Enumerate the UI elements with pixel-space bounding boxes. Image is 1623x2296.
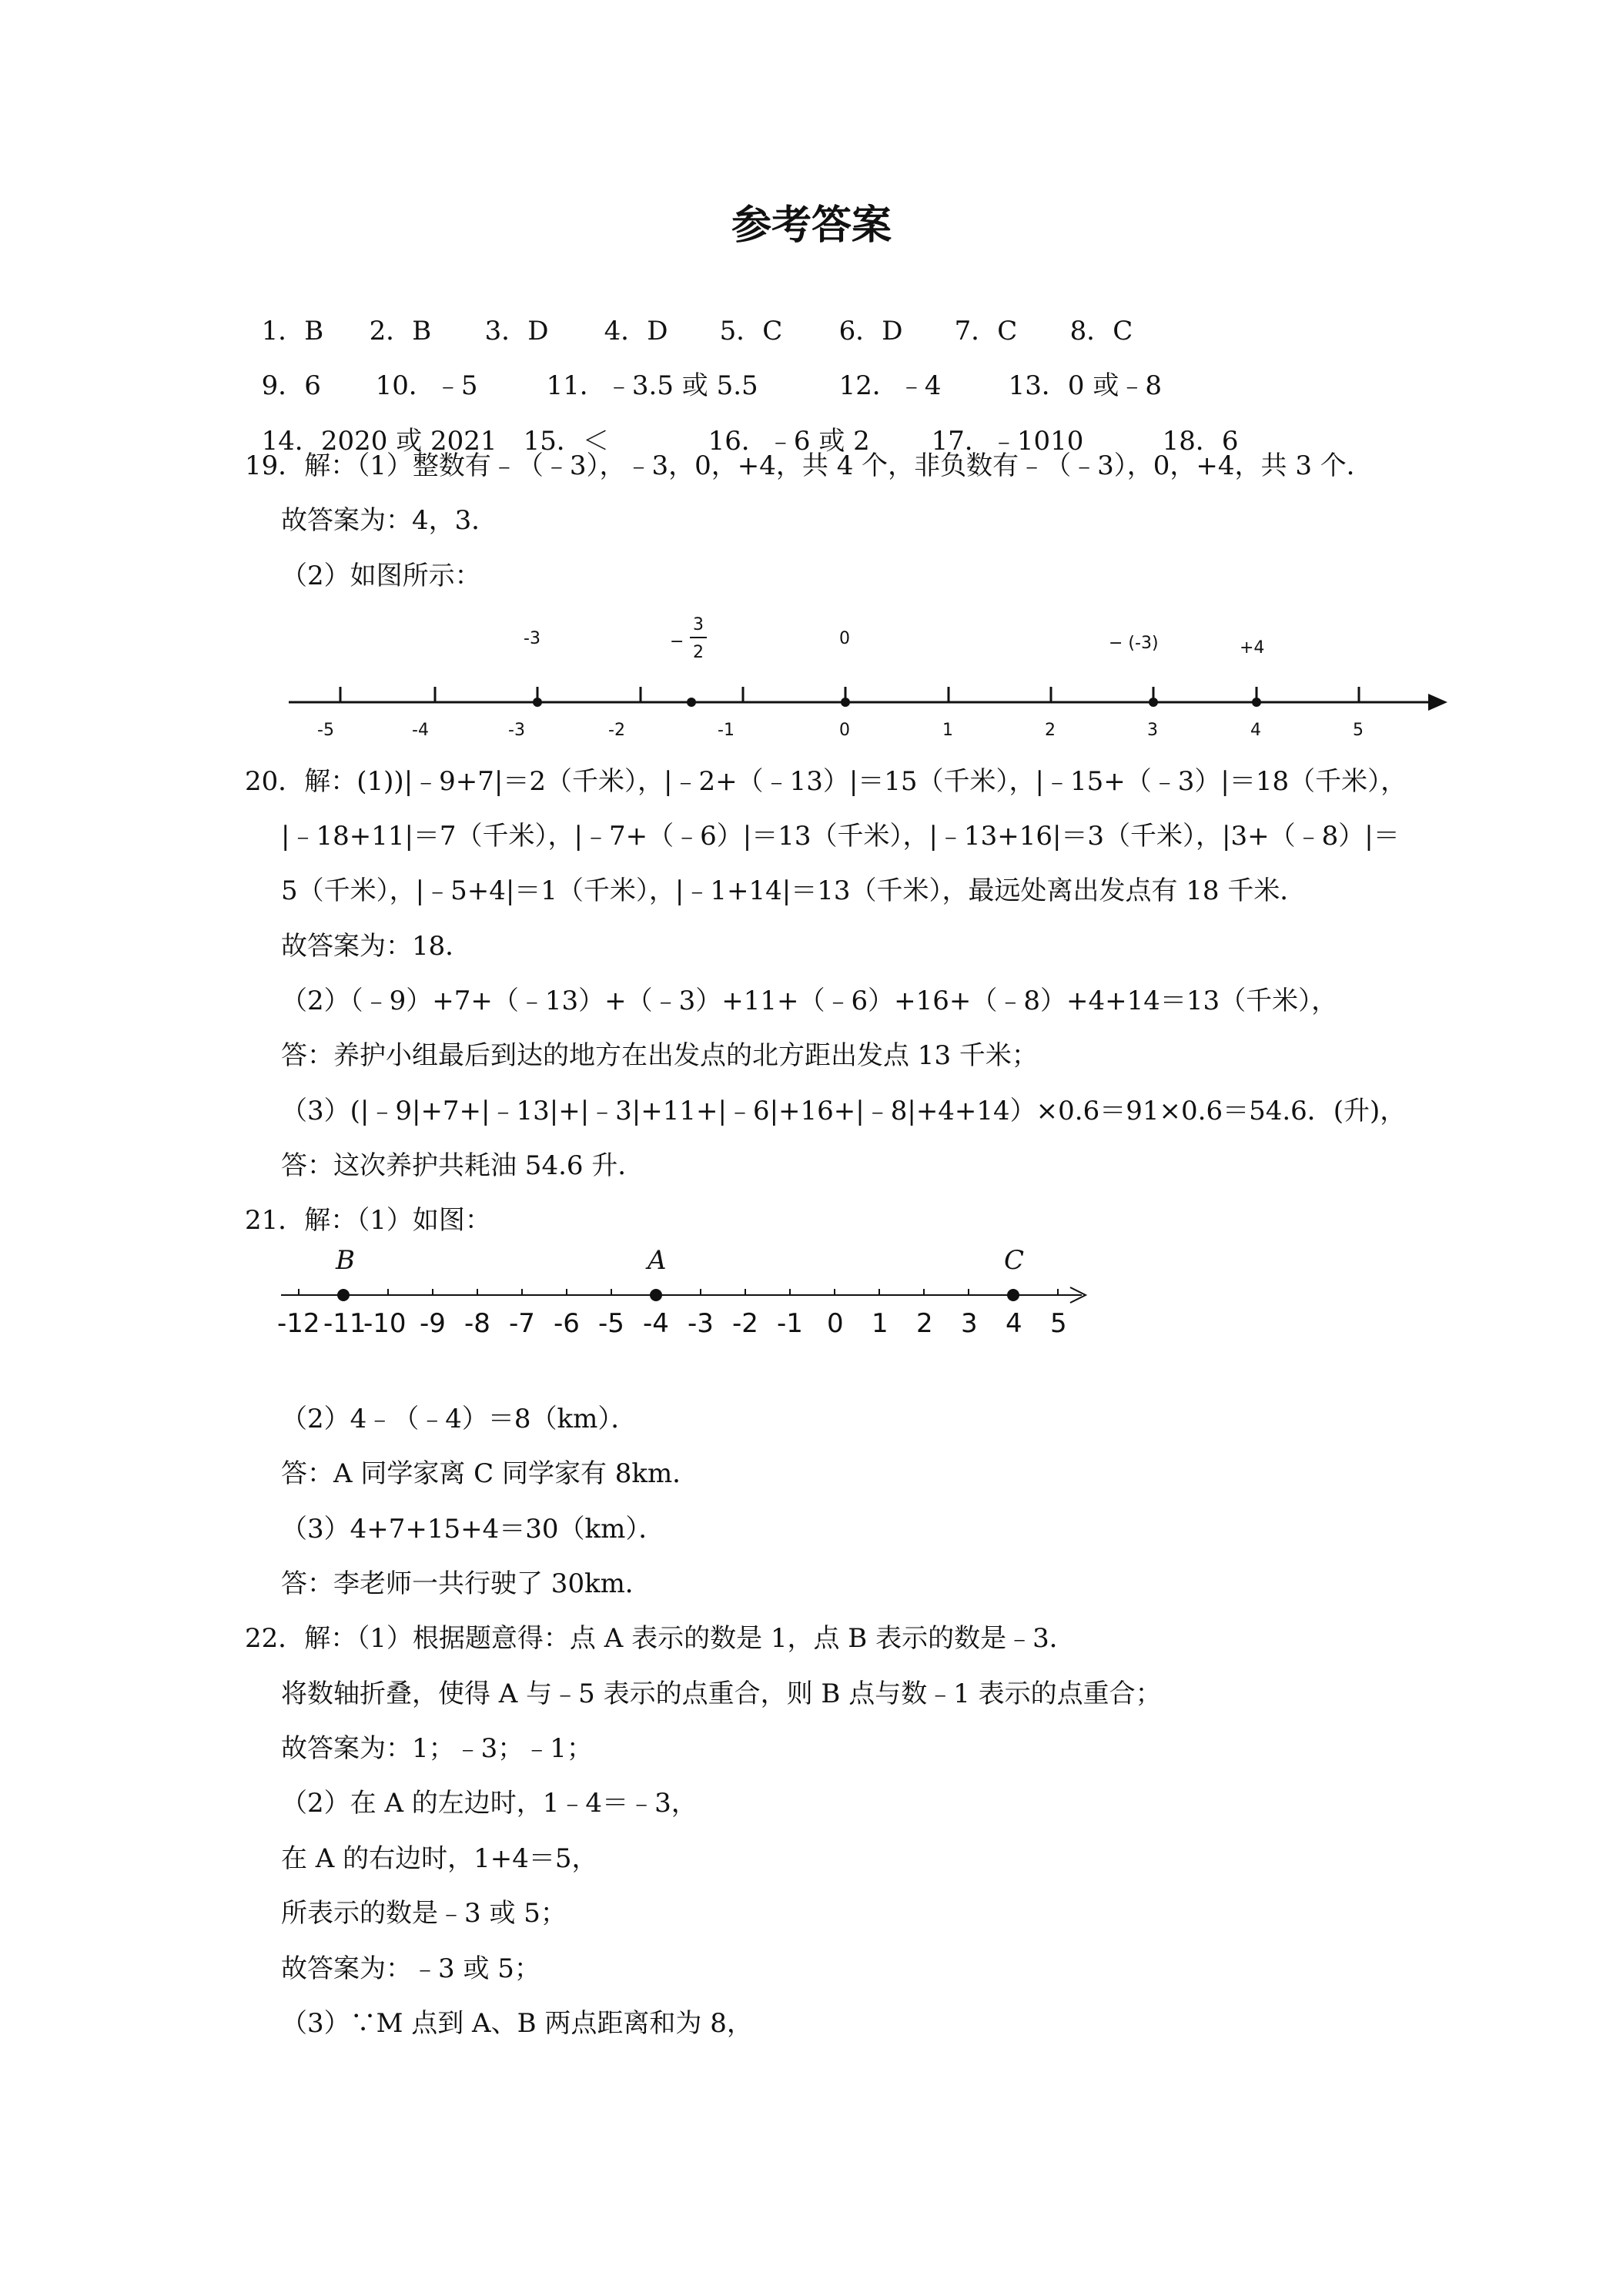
answer-5: 5．C (719, 316, 783, 346)
q20-line-8: 答：这次养护共耗油 54.6 升． (281, 1150, 644, 1181)
tick-label: 4 (1250, 721, 1261, 740)
q20-line-4: 故答案为：18． (281, 931, 472, 962)
tick-label: -8 (464, 1308, 490, 1339)
tick-label: -5 (598, 1308, 624, 1339)
point-a (650, 1289, 662, 1301)
tick-label: -11 (323, 1308, 366, 1339)
tick-label: -1 (777, 1308, 803, 1339)
q22-line-8: （3）∵M 点到 A、B 两点距离和为 8， (281, 2008, 753, 2039)
tick-label: -4 (412, 721, 429, 740)
tick-label: 1 (942, 721, 953, 740)
q20-line-2: |﹣18+11|＝7（千米），|﹣7+（﹣6）|＝13（千米），|﹣13+16|＝3（千米），|3+（﹣8）|＝ (281, 821, 1400, 852)
tick-label: 3 (961, 1308, 978, 1339)
answer-11: 11．﹣3.5 或 5.5 (546, 370, 758, 401)
answer-17: 17．﹣1010 (931, 426, 1084, 457)
axis-arrow-icon (1428, 694, 1447, 711)
label-pos4: +4 (1240, 638, 1265, 658)
answer-13: 13．0 或﹣8 (1008, 370, 1162, 401)
answer-10: 10．﹣5 (375, 370, 478, 401)
answer-2: 2．B (369, 316, 432, 346)
tick-label: 1 (872, 1308, 888, 1339)
answer-14: 14．2020 或 2021 (261, 426, 497, 457)
answer-9: 9．6 (261, 370, 321, 401)
tick-label: 4 (1006, 1308, 1022, 1339)
tick-label: 5 (1050, 1308, 1067, 1339)
q22-line-5: 在 A 的右边时，1+4＝5， (281, 1843, 598, 1874)
label-b: B (336, 1245, 355, 1276)
point-pos3 (1149, 698, 1158, 707)
q19-line-2: 故答案为：4，3． (281, 505, 498, 536)
q22-line-3: 故答案为：1；﹣3；﹣1； (281, 1733, 593, 1764)
label-minus-sign: − (670, 632, 684, 651)
tick-label: 2 (1045, 721, 1056, 740)
point-0 (841, 698, 850, 707)
point-neg1-5 (687, 698, 696, 707)
tick-label: 0 (827, 1308, 844, 1339)
tick-label: -4 (643, 1308, 669, 1339)
tick-label: 0 (839, 721, 850, 740)
answer-15: 15．＜ (523, 426, 609, 457)
answer-8: 8．C (1069, 316, 1133, 346)
answer-row-3 (245, 395, 1239, 457)
answer-3: 3．D (484, 316, 549, 346)
tick-label: -3 (508, 721, 525, 740)
q20-line-1: 20．解：(1))|﹣9+7|＝2（千米），|﹣2+（﹣13）|＝15（千米），|﹣15+（﹣3）|＝18（千米）， (245, 766, 1407, 797)
tick-label: -9 (420, 1308, 446, 1339)
q19-line-1: 19．解：（1）整数有﹣（﹣3），﹣3，0，+4，共 4 个，非负数有﹣（﹣3），0，+4，共 3 个． (245, 450, 1373, 481)
answer-4: 4．D (604, 316, 668, 346)
q22-line-2: 将数轴折叠，使得 A 与﹣5 表示的点重合，则 B 点与数﹣1 表示的点重合； (281, 1678, 1162, 1709)
q21-line-4: （3）4+7+15+4＝30（km）． (281, 1514, 665, 1545)
tick-label: -6 (554, 1308, 580, 1339)
number-line-figure-1 (285, 593, 1455, 755)
q22-line-1: 22．解：（1）根据题意得：点 A 表示的数是 1，点 B 表示的数是﹣3． (245, 1623, 1076, 1654)
tick-label: -1 (718, 721, 735, 740)
q22-line-6: 所表示的数是﹣3 或 5； (281, 1898, 567, 1929)
label-fraction-denominator: 2 (693, 643, 704, 662)
answer-1: 1．B (261, 316, 324, 346)
q22-line-7: 故答案为：﹣3 或 5； (281, 1953, 540, 1984)
q21-line-2: （2）4﹣（﹣4）＝8（km）． (281, 1404, 637, 1434)
page-title: 参考答案 (731, 202, 892, 249)
label-a: A (648, 1245, 667, 1276)
point-neg3 (533, 698, 542, 707)
label-zero: 0 (839, 629, 850, 648)
q20-line-6: 答：养护小组最后到达的地方在出发点的北方距出发点 13 千米； (281, 1040, 1038, 1071)
label-minus-neg3: − (-3) (1109, 634, 1159, 653)
answer-18: 18．6 (1162, 426, 1239, 457)
point-b (337, 1289, 350, 1301)
tick-label: -2 (732, 1308, 758, 1339)
tick-label: -7 (509, 1308, 535, 1339)
tick-label: -5 (317, 721, 334, 740)
q22-line-4: （2）在 A 的左边时，1﹣4＝﹣3， (281, 1788, 698, 1819)
point-c (1007, 1289, 1019, 1301)
tick-label: -10 (363, 1308, 407, 1339)
q20-line-3: 5（千米），|﹣5+4|＝1（千米），|﹣1+14|＝13（千米），最远处离出发点有 18 千米． (281, 875, 1307, 906)
q20-line-5: （2）（﹣9）+7+（﹣13）+（﹣3）+11+（﹣6）+16+（﹣8）+4+14＝13（千米）， (281, 986, 1338, 1016)
label-fraction-numerator: 3 (693, 615, 704, 634)
answer-6: 6．D (838, 316, 903, 346)
number-line-figure-2 (277, 1240, 1109, 1355)
q21-line-5: 答：李老师一共行驶了 30km． (281, 1568, 651, 1599)
tick-label: 2 (916, 1308, 933, 1339)
answer-12: 12．﹣4 (838, 370, 942, 401)
tick-label: -12 (277, 1308, 320, 1339)
q21-line-3: 答：A 同学家离 C 同学家有 8km． (281, 1458, 699, 1489)
q19-line-3: （2）如图所示： (281, 561, 481, 591)
q20-line-7: （3）(|﹣9|+7+|﹣13|+|﹣3|+11+|﹣6|+16+|﹣8|+4+14）×0.6＝91×0.6＝54.6．(升)， (281, 1096, 1407, 1126)
point-pos4 (1252, 698, 1261, 707)
tick-label: -3 (688, 1308, 714, 1339)
answer-7: 7．C (954, 316, 1018, 346)
label-neg3: -3 (524, 629, 540, 648)
answer-row-2 (245, 340, 1162, 401)
tick-label: -2 (608, 721, 625, 740)
tick-label: 5 (1353, 721, 1364, 740)
tick-label: 3 (1147, 721, 1158, 740)
label-c: C (1004, 1245, 1025, 1276)
answer-row-1 (245, 285, 1133, 346)
answer-16: 16．﹣6 或 2 (708, 426, 870, 457)
q21-line-1: 21．解：（1）如图： (245, 1205, 491, 1236)
